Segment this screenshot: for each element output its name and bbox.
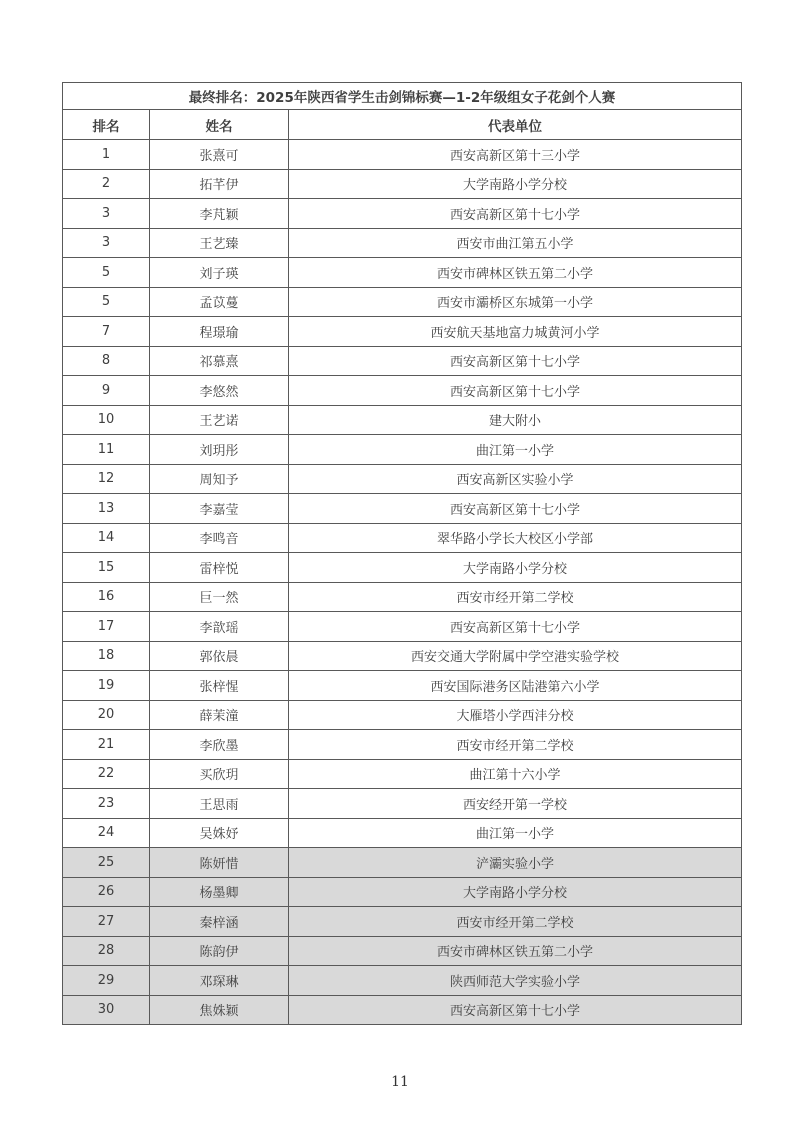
name-cell: 买欣玥 [150, 759, 289, 789]
table-row [63, 258, 742, 288]
table-row [63, 612, 742, 642]
rank-cell: 20 [63, 700, 150, 730]
unit-cell: 西安市碑林区铁五第二小学 [289, 936, 742, 966]
table-row [63, 907, 742, 937]
unit-cell: 西安航天基地富力城黄河小学 [289, 317, 742, 347]
table-row [63, 730, 742, 760]
table-row [63, 848, 742, 878]
name-cell: 李欣墨 [150, 730, 289, 760]
rank-cell: 5 [63, 258, 150, 288]
table-row [63, 553, 742, 583]
name-cell: 李嘉莹 [150, 494, 289, 524]
name-cell: 王艺诺 [150, 405, 289, 435]
name-cell: 薛茉潼 [150, 700, 289, 730]
table-row [63, 966, 742, 996]
rank-cell: 9 [63, 376, 150, 406]
unit-cell: 西安高新区第十三小学 [289, 140, 742, 170]
rank-cell: 15 [63, 553, 150, 583]
unit-cell: 西安市经开第二学校 [289, 582, 742, 612]
table-row [63, 494, 742, 524]
table-row [63, 317, 742, 347]
table-row [63, 346, 742, 376]
header-unit: 代表单位 [289, 110, 742, 140]
rank-cell: 5 [63, 287, 150, 317]
rank-cell: 30 [63, 995, 150, 1025]
rank-cell: 10 [63, 405, 150, 435]
unit-cell: 西安国际港务区陆港第六小学 [289, 671, 742, 701]
unit-cell: 西安交通大学附属中学空港实验学校 [289, 641, 742, 671]
unit-cell: 大学南路小学分校 [289, 553, 742, 583]
table-row [63, 464, 742, 494]
name-cell: 雷梓悦 [150, 553, 289, 583]
unit-cell: 陕西师范大学实验小学 [289, 966, 742, 996]
unit-cell: 西安市经开第二学校 [289, 907, 742, 937]
unit-cell: 西安经开第一学校 [289, 789, 742, 819]
unit-cell: 西安高新区实验小学 [289, 464, 742, 494]
header-rank: 排名 [63, 110, 150, 140]
table-title: 最终排名：2025年陕西省学生击剑锦标赛—1-2年级组女子花剑个人赛 [63, 83, 742, 110]
rank-cell: 14 [63, 523, 150, 553]
rank-cell: 24 [63, 818, 150, 848]
rank-cell: 25 [63, 848, 150, 878]
table-row [63, 287, 742, 317]
table-row [63, 523, 742, 553]
name-cell: 李歆瑶 [150, 612, 289, 642]
name-cell: 李芃颖 [150, 199, 289, 229]
table-title-row [63, 83, 742, 110]
rank-cell: 3 [63, 199, 150, 229]
rank-cell: 18 [63, 641, 150, 671]
rank-cell: 19 [63, 671, 150, 701]
unit-cell: 西安市经开第二学校 [289, 730, 742, 760]
table-body [63, 140, 742, 1025]
ranking-table [62, 82, 742, 1025]
table-row [63, 199, 742, 229]
table-row [63, 877, 742, 907]
rank-cell: 12 [63, 464, 150, 494]
name-cell: 拓芊伊 [150, 169, 289, 199]
name-cell: 程璟瑜 [150, 317, 289, 347]
name-cell: 周知予 [150, 464, 289, 494]
rank-cell: 22 [63, 759, 150, 789]
name-cell: 邓琛琳 [150, 966, 289, 996]
unit-cell: 西安高新区第十七小学 [289, 612, 742, 642]
rank-cell: 23 [63, 789, 150, 819]
unit-cell: 西安高新区第十七小学 [289, 995, 742, 1025]
name-cell: 孟苡蔓 [150, 287, 289, 317]
unit-cell: 大学南路小学分校 [289, 877, 742, 907]
name-cell: 张梓惺 [150, 671, 289, 701]
table-row [63, 169, 742, 199]
table-row [63, 140, 742, 170]
table-row [63, 818, 742, 848]
unit-cell: 曲江第一小学 [289, 435, 742, 465]
table-row [63, 228, 742, 258]
rank-cell: 21 [63, 730, 150, 760]
name-cell: 吴姝妤 [150, 818, 289, 848]
table-row [63, 435, 742, 465]
header-name: 姓名 [150, 110, 289, 140]
name-cell: 陈妍惜 [150, 848, 289, 878]
table-header-row [63, 110, 742, 140]
unit-cell: 西安高新区第十七小学 [289, 199, 742, 229]
name-cell: 刘玥彤 [150, 435, 289, 465]
table-row [63, 789, 742, 819]
unit-cell: 西安市灞桥区东城第一小学 [289, 287, 742, 317]
rank-cell: 29 [63, 966, 150, 996]
table-row [63, 671, 742, 701]
rank-cell: 26 [63, 877, 150, 907]
rank-cell: 27 [63, 907, 150, 937]
table-row [63, 995, 742, 1025]
rank-cell: 17 [63, 612, 150, 642]
name-cell: 王艺臻 [150, 228, 289, 258]
rank-cell: 16 [63, 582, 150, 612]
rank-cell: 11 [63, 435, 150, 465]
table-row [63, 641, 742, 671]
rank-cell: 3 [63, 228, 150, 258]
rank-cell: 13 [63, 494, 150, 524]
unit-cell: 大学南路小学分校 [289, 169, 742, 199]
unit-cell: 翠华路小学长大校区小学部 [289, 523, 742, 553]
name-cell: 焦姝颖 [150, 995, 289, 1025]
name-cell: 巨一然 [150, 582, 289, 612]
table-row [63, 582, 742, 612]
unit-cell: 浐灞实验小学 [289, 848, 742, 878]
rank-cell: 28 [63, 936, 150, 966]
name-cell: 秦梓涵 [150, 907, 289, 937]
name-cell: 李悠然 [150, 376, 289, 406]
name-cell: 李鸣音 [150, 523, 289, 553]
name-cell: 陈韵伊 [150, 936, 289, 966]
name-cell: 郭依晨 [150, 641, 289, 671]
name-cell: 杨墨卿 [150, 877, 289, 907]
table-row [63, 700, 742, 730]
name-cell: 祁慕熹 [150, 346, 289, 376]
unit-cell: 西安高新区第十七小学 [289, 376, 742, 406]
unit-cell: 西安市曲江第五小学 [289, 228, 742, 258]
table-row [63, 759, 742, 789]
rank-cell: 8 [63, 346, 150, 376]
unit-cell: 西安市碑林区铁五第二小学 [289, 258, 742, 288]
unit-cell: 西安高新区第十七小学 [289, 494, 742, 524]
rank-cell: 1 [63, 140, 150, 170]
table-row [63, 376, 742, 406]
table-row [63, 405, 742, 435]
unit-cell: 曲江第一小学 [289, 818, 742, 848]
unit-cell: 曲江第十六小学 [289, 759, 742, 789]
unit-cell: 建大附小 [289, 405, 742, 435]
unit-cell: 大雁塔小学西沣分校 [289, 700, 742, 730]
unit-cell: 西安高新区第十七小学 [289, 346, 742, 376]
table-row [63, 936, 742, 966]
name-cell: 张熹可 [150, 140, 289, 170]
rank-cell: 2 [63, 169, 150, 199]
page-number: 11 [391, 1074, 409, 1090]
name-cell: 王思雨 [150, 789, 289, 819]
name-cell: 刘子瑛 [150, 258, 289, 288]
rank-cell: 7 [63, 317, 150, 347]
